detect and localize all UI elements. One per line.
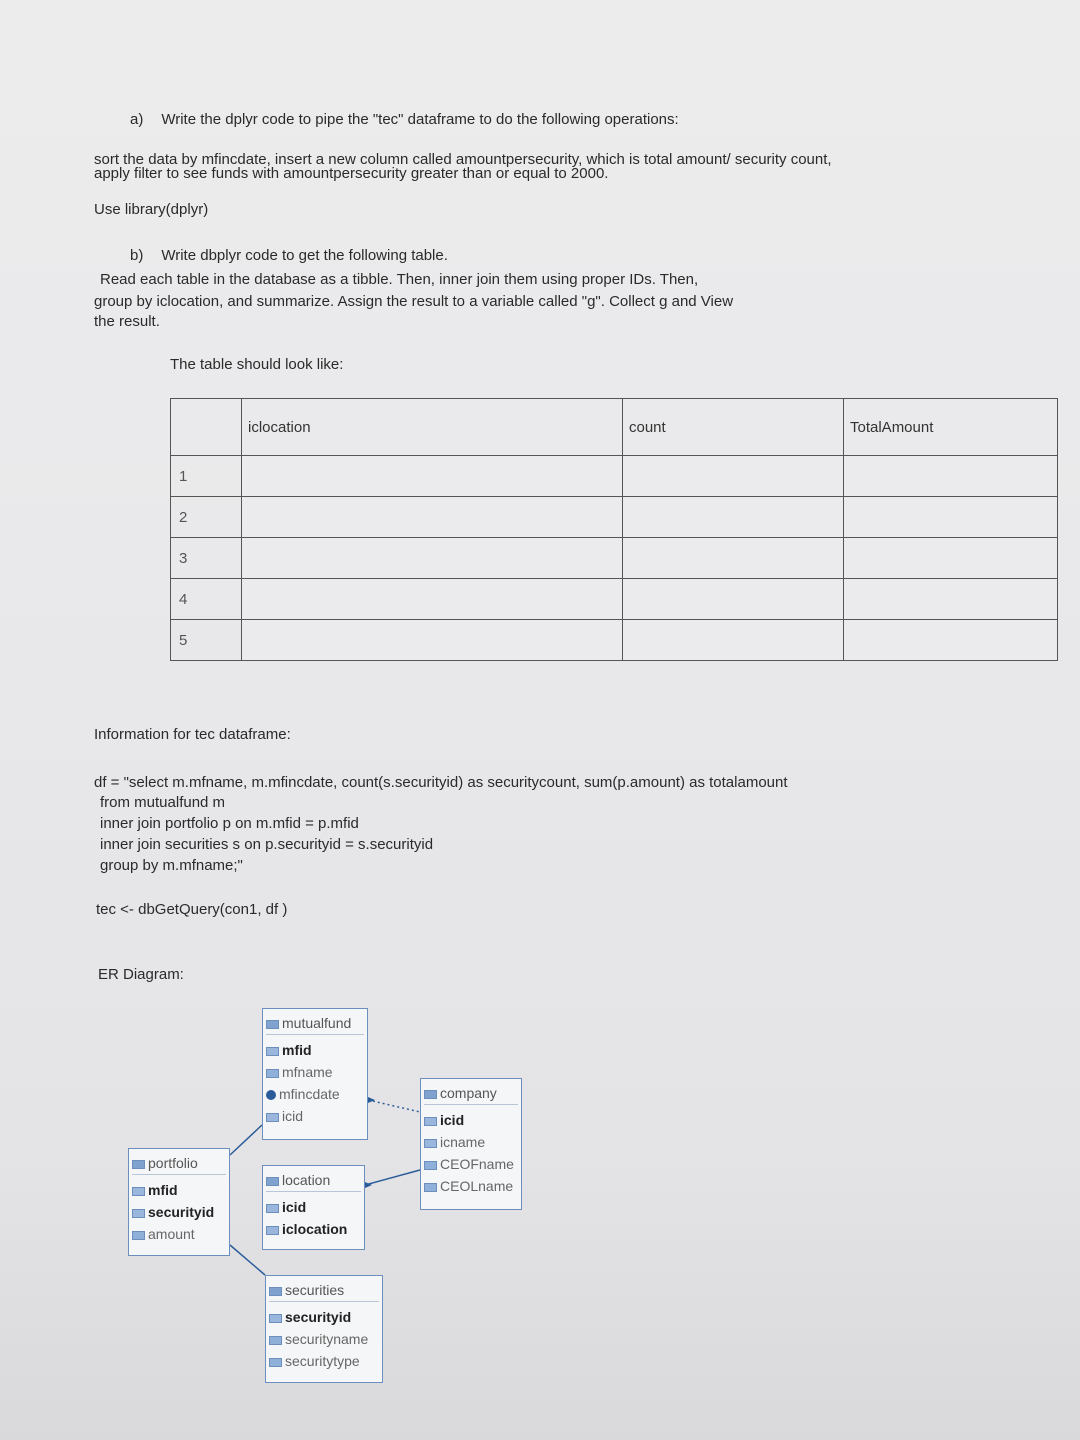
field-icon (424, 1183, 437, 1192)
query-line: tec <- dbGetQuery(con1, df ) (96, 901, 288, 918)
key-icon (266, 1047, 279, 1056)
key-icon (269, 1314, 282, 1323)
er-table-securities (265, 1275, 383, 1383)
row-number: 5 (171, 620, 242, 661)
field-icon (424, 1161, 437, 1170)
table-icon (269, 1287, 282, 1296)
question-a-line1: a) Write the dplyr code to pipe the "tec" dataframe to do the following operations: (130, 111, 679, 128)
sql-line: inner join portfolio p on m.mfid = p.mfid (100, 815, 359, 832)
table-icon (266, 1177, 279, 1186)
question-a-line2: sort the data by mfincdate, insert a new column called amountpersecurity, which is total amount/ security count, (94, 151, 832, 168)
er-field: mfname (266, 1061, 364, 1083)
field-icon (269, 1336, 282, 1345)
er-field: CEOLname (424, 1175, 518, 1197)
er-field: securityname (269, 1328, 379, 1350)
question-b-line3: group by iclocation, and summarize. Assign the result to a variable called "g". Collect g and View (94, 293, 734, 310)
row-number: 3 (171, 538, 242, 579)
field-icon (266, 1069, 279, 1078)
er-field: icid (266, 1196, 361, 1218)
question-a-line3: apply filter to see funds with amountpersecurity greater than or equal to 2000. (94, 165, 609, 182)
er-table-mutualfund (262, 1008, 368, 1140)
er-field: mfincdate (266, 1083, 364, 1105)
er-field: CEOFname (424, 1153, 518, 1175)
field-icon (424, 1139, 437, 1148)
relation-line-portfolio-mutualfund (230, 1125, 262, 1155)
table-icon (266, 1020, 279, 1029)
key-icon (266, 1204, 279, 1213)
er-table-title: mutualfund (266, 1012, 364, 1035)
key-icon (266, 1226, 279, 1235)
header-iclocation: iclocation (242, 399, 623, 456)
er-field: icname (424, 1131, 518, 1153)
foreign-key-icon (266, 1113, 279, 1122)
er-table-title: portfolio (132, 1152, 226, 1175)
sql-line: group by m.mfname;" (100, 857, 243, 874)
er-table-location (262, 1165, 365, 1250)
key-icon (424, 1117, 437, 1126)
key-icon (132, 1209, 145, 1218)
use-library-note: Use library(dplyr) (94, 201, 209, 218)
field-icon (132, 1231, 145, 1240)
er-field: iclocation (266, 1218, 361, 1240)
er-field: icid (424, 1109, 518, 1131)
header-count: count (623, 399, 844, 456)
tec-info-heading: Information for tec dataframe: (94, 726, 291, 743)
relation-line-mutualfund-company (368, 1100, 420, 1112)
row-number: 4 (171, 579, 242, 620)
question-b-label: b) (130, 247, 144, 264)
er-field: amount (132, 1223, 226, 1245)
er-diagram-heading: ER Diagram: (98, 966, 184, 983)
er-field: securityid (132, 1201, 226, 1223)
sql-line: inner join securities s on p.securityid = s.securityid (100, 836, 434, 853)
date-field-icon (266, 1090, 276, 1100)
question-b-line2: Read each table in the database as a tibble. Then, inner join them using proper IDs. Then, (100, 271, 699, 288)
er-table-title: company (424, 1082, 518, 1105)
field-icon (269, 1358, 282, 1367)
sql-line: from mutualfund m (100, 794, 226, 811)
er-field: securitytype (269, 1350, 379, 1372)
question-a-label: a) (130, 111, 144, 128)
er-table-portfolio (128, 1148, 230, 1256)
row-number: 1 (171, 456, 242, 497)
question-b-line1: b) Write dbplyr code to get the following table. (130, 247, 448, 264)
relation-line-portfolio-securities (230, 1245, 265, 1275)
er-field: mfid (132, 1179, 226, 1201)
key-icon (132, 1187, 145, 1196)
er-table-title: location (266, 1169, 361, 1192)
er-field: mfid (266, 1039, 364, 1061)
sql-line: df = "select m.mfname, m.mfincdate, count(s.securityid) as securitycount, sum(p.amount) as totalamount (94, 774, 788, 791)
row-number: 2 (171, 497, 242, 538)
table-icon (424, 1090, 437, 1099)
question-b-line4: the result. (94, 313, 160, 330)
table-icon (132, 1160, 145, 1169)
header-totalamount: TotalAmount (844, 399, 1058, 456)
table-intro: The table should look like: (170, 356, 344, 373)
er-field: icid (266, 1105, 364, 1127)
er-table-title: securities (269, 1279, 379, 1302)
er-field: securityid (269, 1306, 379, 1328)
relation-line-location-company (365, 1170, 420, 1185)
er-table-company (420, 1078, 522, 1210)
